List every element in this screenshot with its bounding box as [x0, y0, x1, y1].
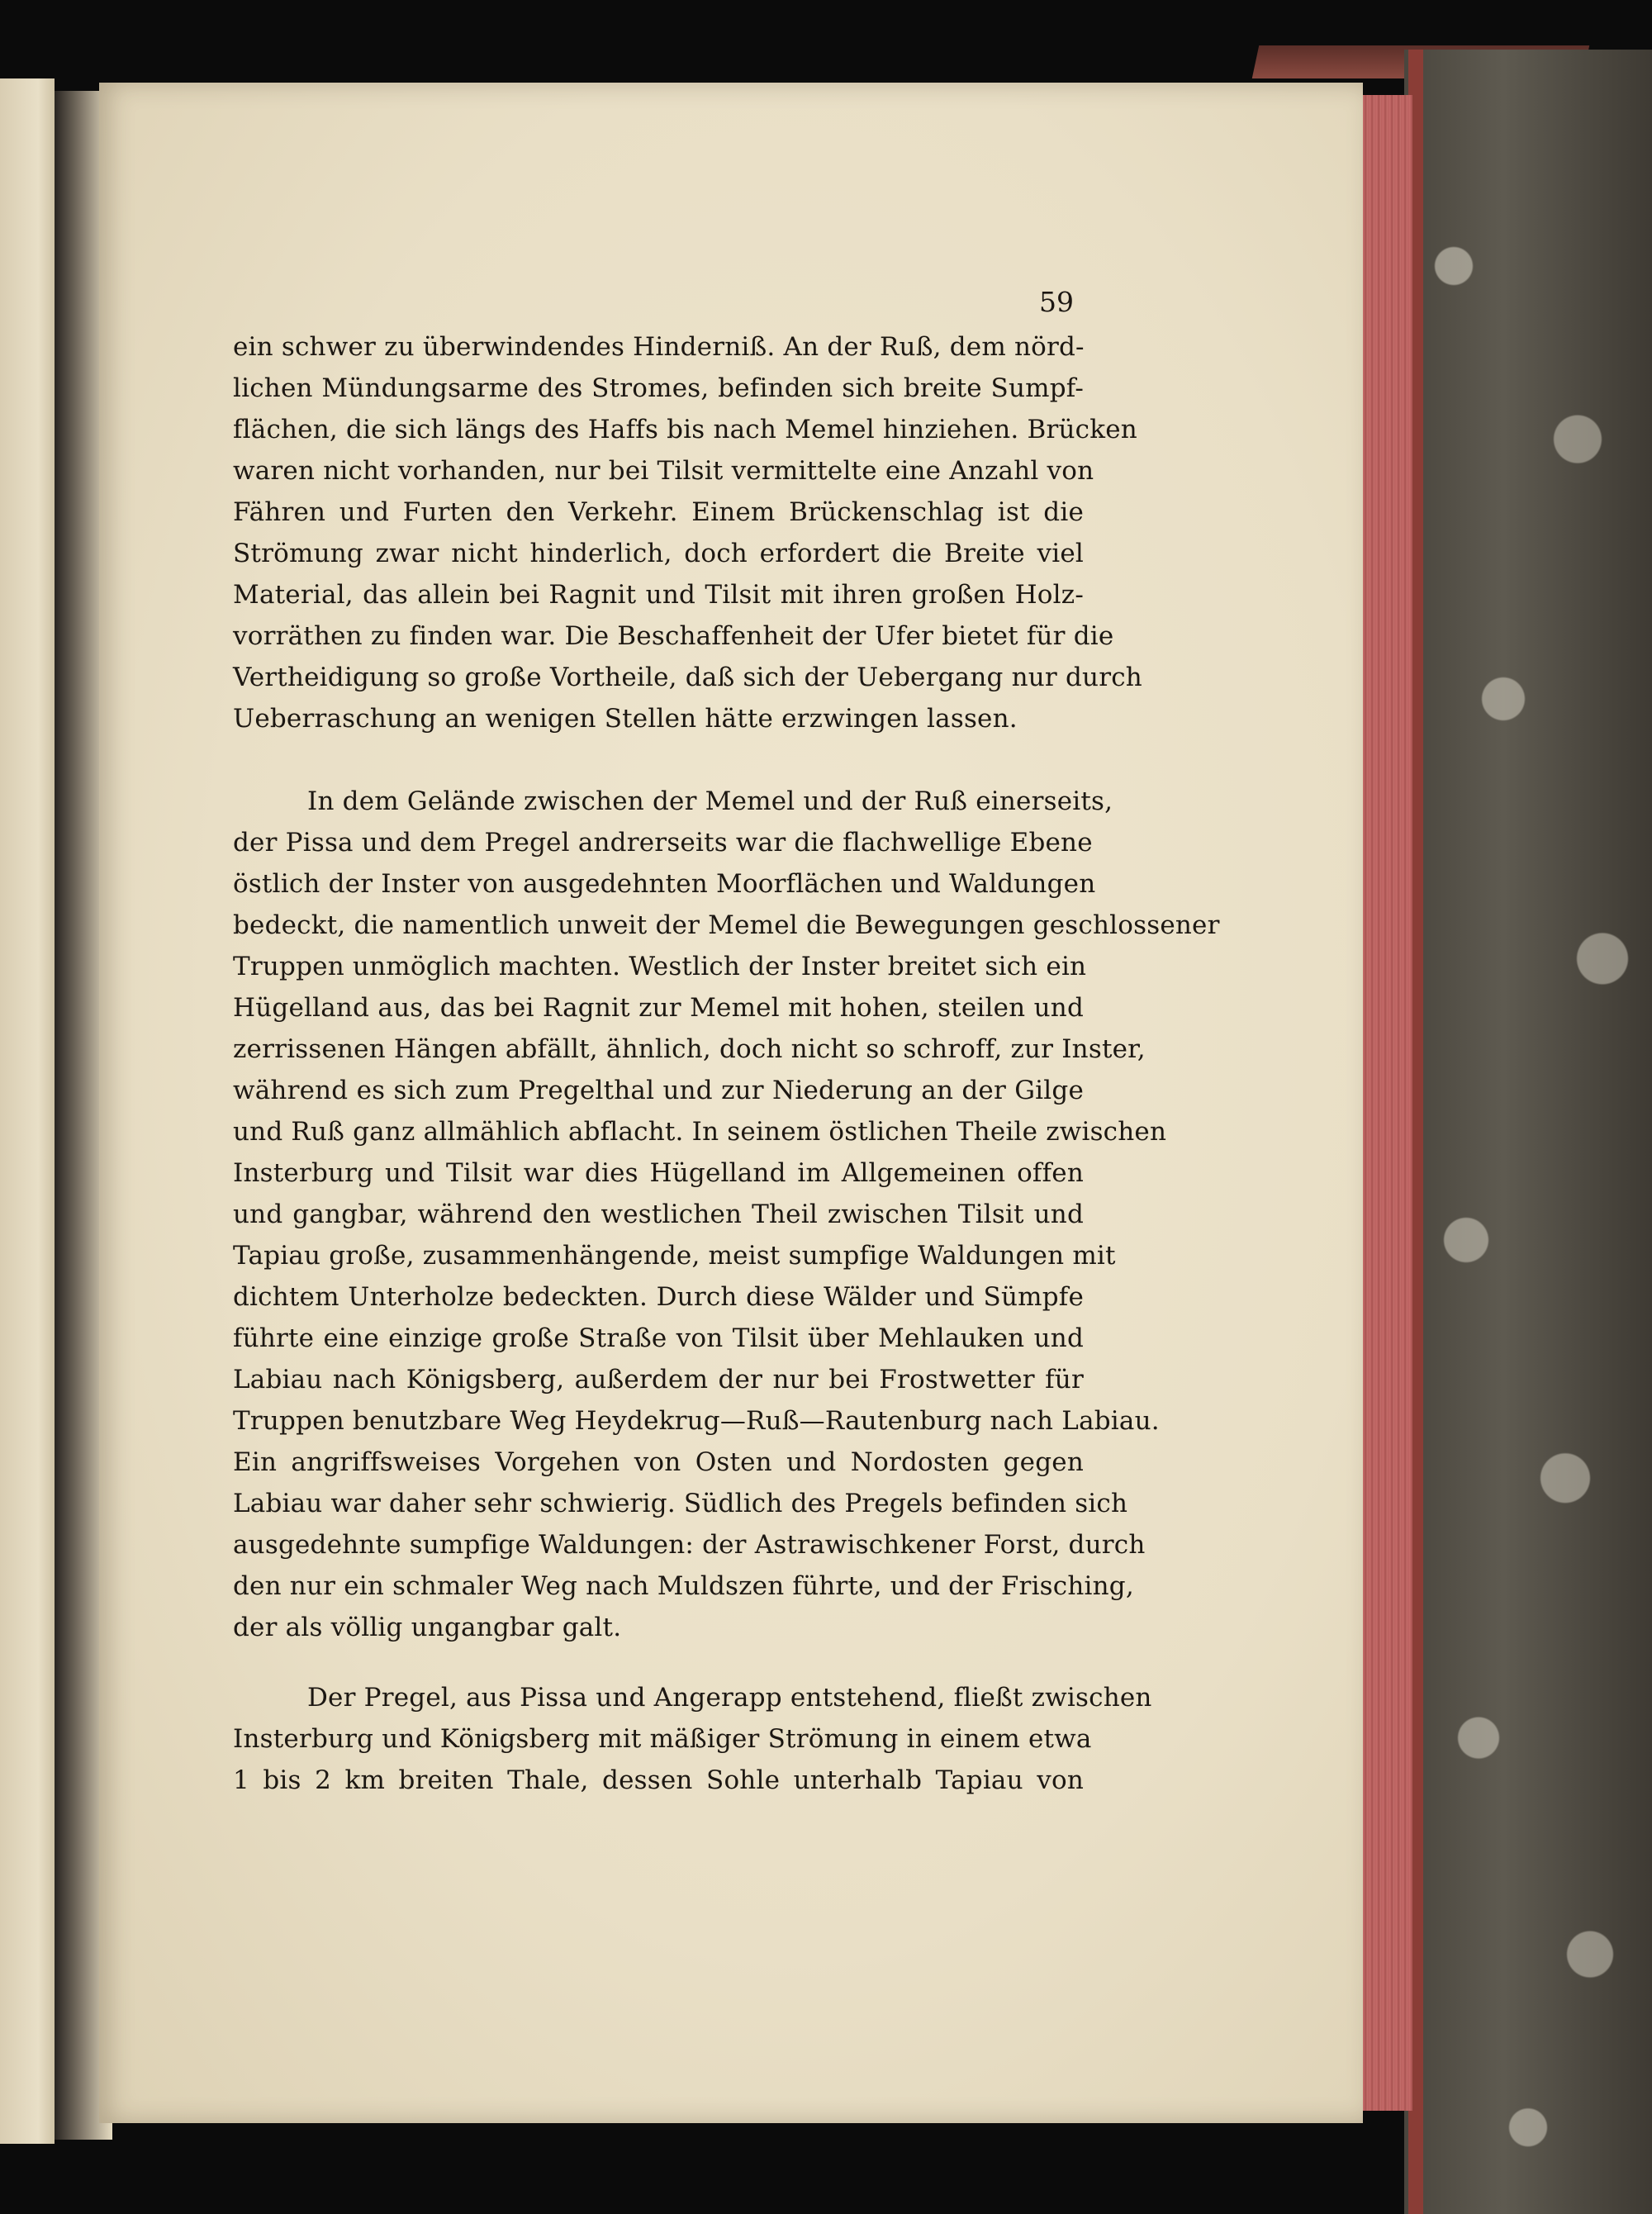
text-line: zerrissenen Hängen abfällt, ähnlich, doch nicht so schroff, zur Inster,: [233, 1034, 1146, 1064]
text-line: 1 bis 2 km breiten Thale, dessen Sohle unterhalb Tapiau von: [233, 1765, 1084, 1795]
text-line: Labiau nach Königsberg, außerdem der nur bei Frostwetter für: [233, 1365, 1084, 1394]
red-page-edges: [1355, 95, 1412, 2111]
text-line: und Ruß ganz allmählich abflacht. In seinem östlichen Theile zwischen: [233, 1117, 1167, 1147]
text-line: Fähren und Furten den Verkehr. Einem Brückenschlag ist die: [233, 497, 1084, 527]
text-line: Truppen benutzbare Weg Heydekrug—Ruß—Rautenburg nach Labiau.: [233, 1406, 1160, 1436]
page-number: 59: [1039, 286, 1074, 318]
text-line: östlich der Inster von ausgedehnten Moorflächen und Waldungen: [233, 869, 1096, 899]
text-line: Vertheidigung so große Vortheile, daß sich der Uebergang nur durch: [233, 663, 1142, 692]
text-line: bedeckt, die namentlich unweit der Memel die Bewegungen geschlossener: [233, 910, 1220, 940]
text-line: Hügelland aus, das bei Ragnit zur Memel mit hohen, steilen und: [233, 993, 1084, 1023]
text-line: dichtem Unterholze bedeckten. Durch diese Wälder und Sümpfe: [233, 1282, 1084, 1312]
facing-page-edge: [0, 78, 55, 2144]
text-line: ein schwer zu überwindendes Hinderniß. An der Ruß, dem nörd-: [233, 332, 1085, 362]
text-line: Material, das allein bei Ragnit und Tilsit mit ihren großen Holz-: [233, 580, 1084, 610]
text-line: während es sich zum Pregelthal und zur Niederung an der Gilge: [233, 1076, 1084, 1105]
text-line: den nur ein schmaler Weg nach Muldszen führte, und der Frisching,: [233, 1571, 1134, 1601]
text-line: Der Pregel, aus Pissa und Angerapp entstehend, fließt zwischen: [307, 1683, 1152, 1713]
text-line: ausgedehnte sumpfige Waldungen: der Astrawischkener Forst, durch: [233, 1530, 1146, 1560]
text-line: waren nicht vorhanden, nur bei Tilsit vermittelte eine Anzahl von: [233, 456, 1094, 486]
text-line: flächen, die sich längs des Haffs bis nach Memel hinziehen. Brücken: [233, 415, 1137, 444]
text-line: In dem Gelände zwischen der Memel und der Ruß einerseits,: [307, 786, 1113, 816]
text-line: Truppen unmöglich machten. Westlich der Inster breitet sich ein: [233, 952, 1087, 981]
text-line: Labiau war daher sehr schwierig. Südlich des Pregels befinden sich: [233, 1489, 1128, 1518]
text-line: Strömung zwar nicht hinderlich, doch erfordert die Breite viel: [233, 539, 1084, 568]
text-line: und gangbar, während den westlichen Theil zwischen Tilsit und: [233, 1200, 1084, 1229]
text-line: lichen Mündungsarme des Stromes, befinden sich breite Sumpf-: [233, 373, 1084, 403]
text-line: führte eine einzige große Straße von Tilsit über Mehlauken und: [233, 1323, 1084, 1353]
text-line: vorräthen zu finden war. Die Beschaffenheit der Ufer bietet für die: [233, 621, 1114, 651]
marbled-cover: [1404, 50, 1652, 2214]
text-line: Ueberraschung an wenigen Stellen hätte erzwingen lassen.: [233, 704, 1018, 734]
text-line: der Pissa und dem Pregel andrerseits war die flachwellige Ebene: [233, 828, 1093, 858]
text-line: Insterburg und Tilsit war dies Hügelland im Allgemeinen offen: [233, 1158, 1084, 1188]
text-line: Insterburg und Königsberg mit mäßiger Strömung in einem etwa: [233, 1724, 1092, 1754]
text-line: der als völlig ungangbar galt.: [233, 1613, 622, 1642]
text-line: Ein angriffsweises Vorgehen von Osten und Nordosten gegen: [233, 1447, 1084, 1477]
text-line: Tapiau große, zusammenhängende, meist sumpfige Waldungen mit: [233, 1241, 1116, 1271]
